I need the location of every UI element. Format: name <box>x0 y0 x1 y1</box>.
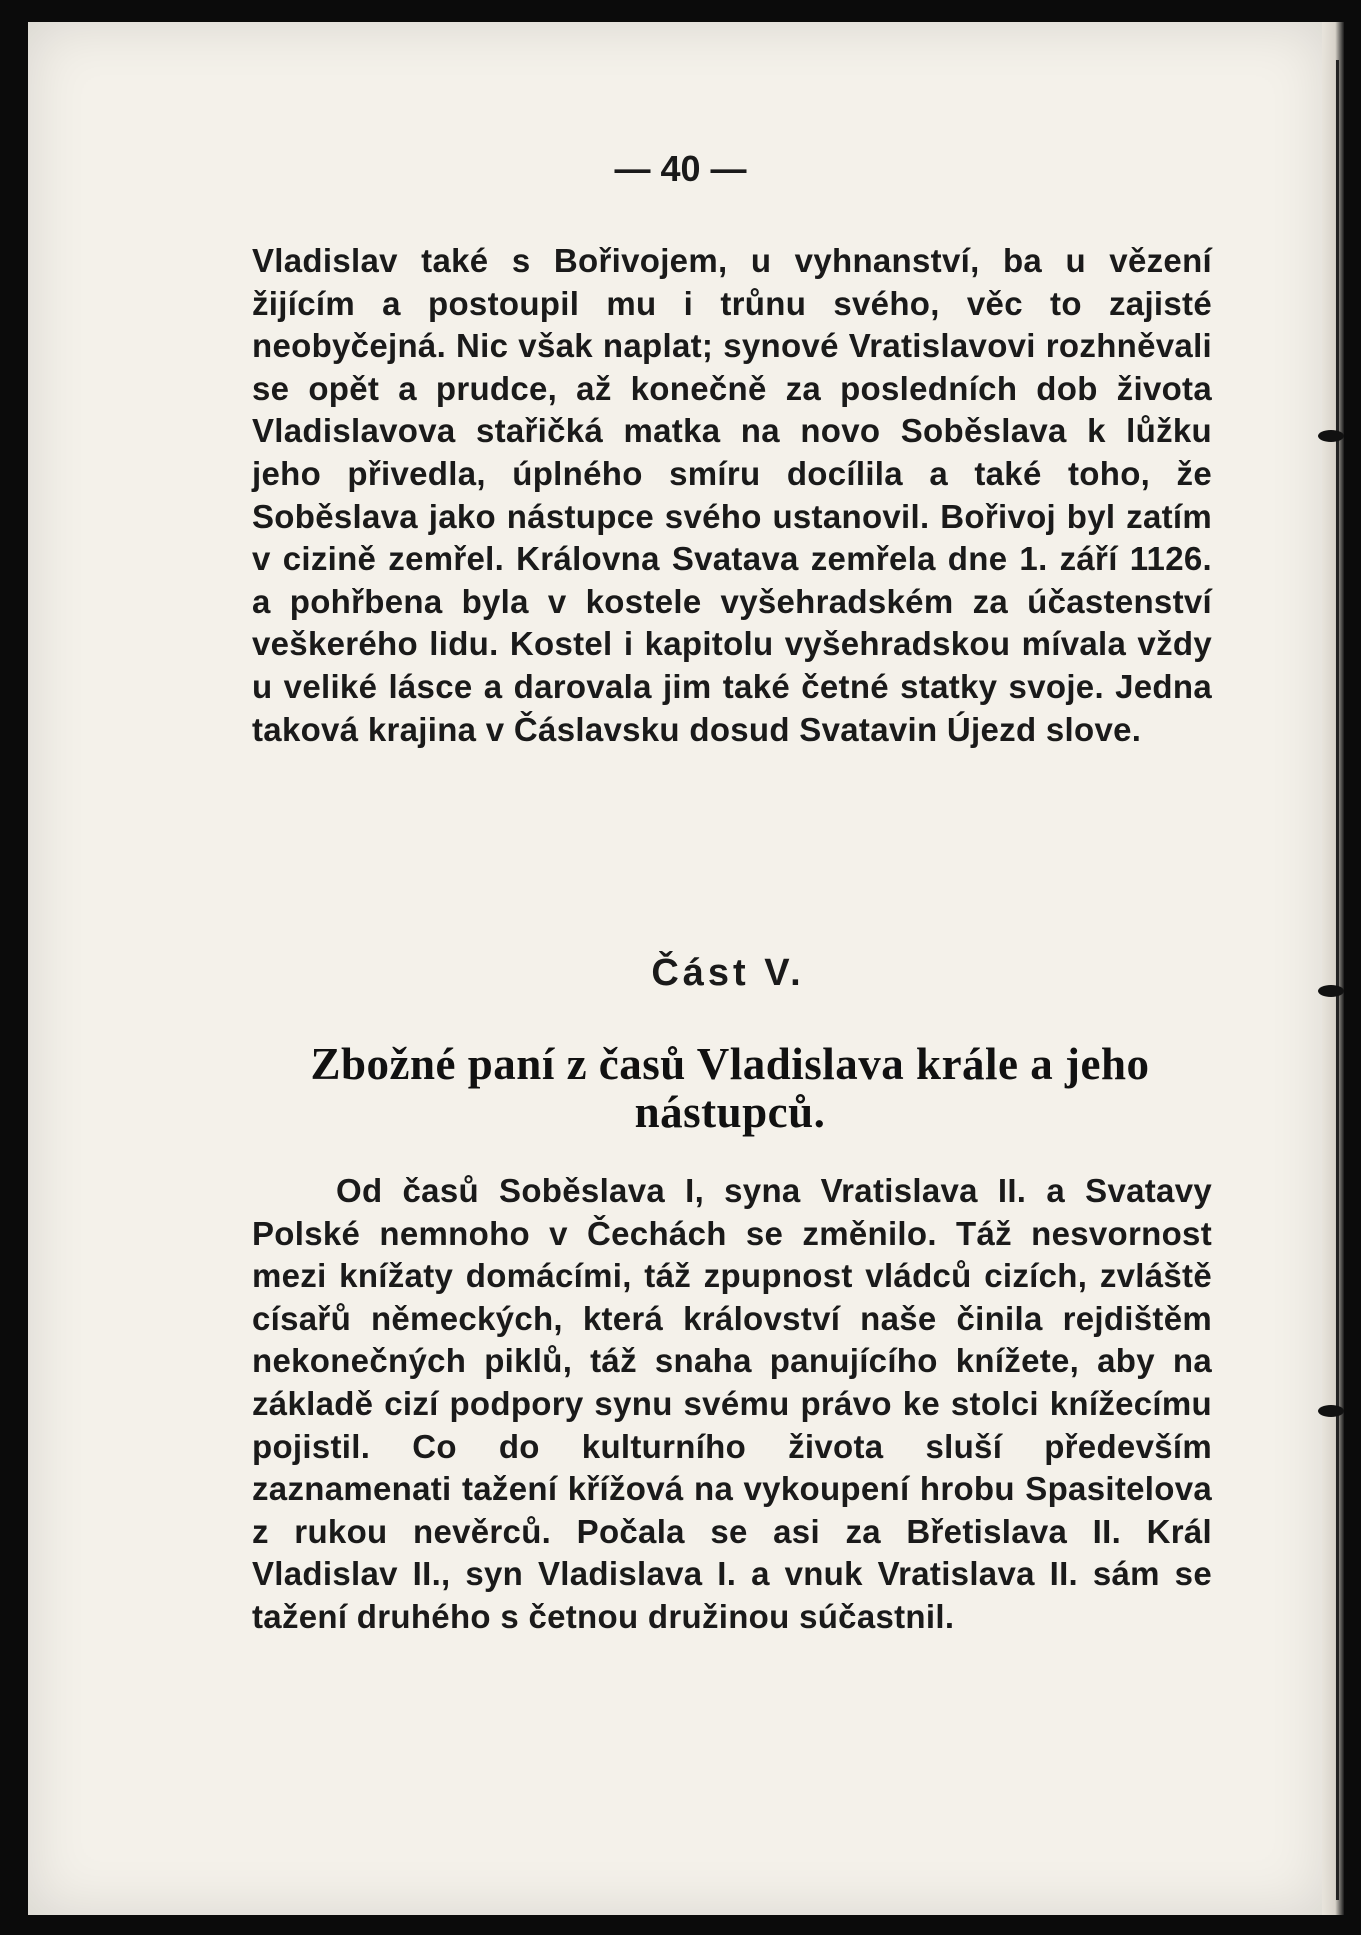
chapter-title: Zbožné paní z časů Vladislava krále a jeho nástupců. <box>310 1039 1150 1137</box>
edge-mark <box>1318 430 1344 442</box>
edge-mark <box>1318 1405 1344 1417</box>
part-label: Část V. <box>651 952 805 994</box>
paragraph-2: Od časů Soběslava I, syna Vratislava II. a Svatavy Polské nemnoho v Čechách se změnilo. Táž nesvornost mezi knížaty domácími, táž zpupnost vládců cizích, zvláště císařů německých, která království naše činila rejdištěm nekonečných piklů, táž snaha panujícího knížete, aby na základě cizí podpory synu svému právo ke stolci knížecímu pojistil. Co do kulturního života sluší především zaznamenati tažení křížová na vykoupení hrobu Spasitelova z rukou nevěrců. Počala se asi za Břetislava II. Král Vladislav II., syn Vladislava I. a vnuk Vratislava II. sám se tažení druhého s četnou družinou súčastnil. <box>252 1172 1212 1635</box>
page-number: — 40 — <box>614 148 747 189</box>
paragraph-1: Vladislav také s Bořivojem, u vyhnanství, ba u vězení žijícím a postoupil mu i trůnu svého, věc to zajisté neobyčejná. Nic však naplat; synové Vratislavovi rozhněvali se opět a prudce, až konečně za posledních dob života Vladislavova stařičká matka na novo Soběslava k lůžku jeho přivedla, úplného smíru docílila a také toho, že Soběslava jako nástupce svého ustanovil. Bořivoj byl zatím v cizině zemřel. Královna Svatava zemřela dne 1. září 1126. a pohřbena byla v kostele vyšehradském za účastenství veškerého lidu. Kostel i kapitolu vyšehradskou mívala vždy u veliké lásce a darovala jim také četné statky svoje. Jedna taková krajina v Čáslavsku dosud Svatavin Újezd slove. <box>252 242 1212 748</box>
